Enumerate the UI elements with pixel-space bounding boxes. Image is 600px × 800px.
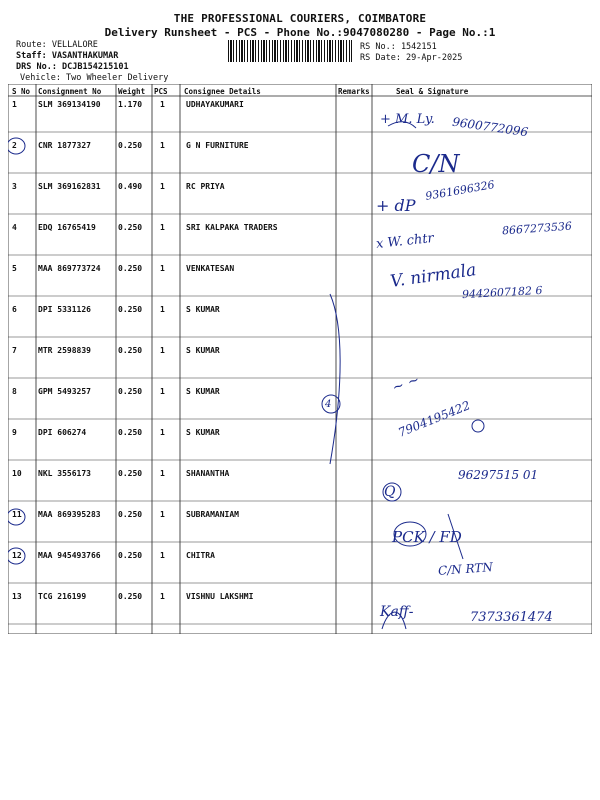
row-sno: 8 bbox=[12, 387, 17, 396]
row-consignee: G N FURNITURE bbox=[186, 141, 249, 150]
row-consignee: VISHNU LAKSHMI bbox=[186, 592, 254, 601]
col-weight: Weight bbox=[118, 87, 146, 96]
handwriting-signature: Q bbox=[384, 484, 396, 500]
row-weight: 0.250 bbox=[118, 428, 143, 437]
row-weight: 0.250 bbox=[118, 510, 143, 519]
handwriting-signature: x W. chtr bbox=[375, 231, 435, 252]
row-pcs: 1 bbox=[160, 100, 165, 109]
row-consignee: S KUMAR bbox=[186, 305, 220, 314]
row-pcs: 1 bbox=[160, 551, 165, 560]
handwriting-count: 4 bbox=[325, 399, 332, 410]
staff-label: Staff: VASANTHAKUMAR bbox=[16, 51, 119, 61]
row-consignment-no: MAA 869395283 bbox=[38, 510, 101, 519]
row-weight: 0.250 bbox=[118, 141, 143, 150]
handwriting-signature: + dP bbox=[376, 196, 416, 215]
row-consignment-no: CNR 1877327 bbox=[38, 141, 91, 150]
row-weight: 0.250 bbox=[118, 223, 143, 232]
row-weight: 0.250 bbox=[118, 551, 143, 560]
handwriting-phone: 96297515 01 bbox=[458, 468, 539, 482]
row-consignee: UDHAYAKUMARI bbox=[186, 100, 244, 109]
row-sno: 10 bbox=[12, 469, 22, 478]
row-weight: 0.250 bbox=[118, 387, 143, 396]
runsheet-subtitle: Delivery Runsheet - PCS - Phone No.:9047080280 - Page No.:1 bbox=[104, 26, 496, 39]
handwriting-phone: 7373361474 bbox=[470, 610, 553, 625]
rs-number: RS No.: 1542151 bbox=[360, 42, 437, 52]
row-consignee: S KUMAR bbox=[186, 428, 220, 437]
row-pcs: 1 bbox=[160, 223, 165, 232]
row-pcs: 1 bbox=[160, 510, 165, 519]
row-consignment-no: SLM 369134190 bbox=[38, 100, 101, 109]
row-consignee: SUBRAMANIAM bbox=[186, 510, 239, 519]
row-consignment-no: NKL 3556173 bbox=[38, 469, 91, 478]
row-sno: 6 bbox=[12, 305, 17, 314]
col-remarks: Remarks bbox=[338, 87, 370, 96]
rs-date: RS Date: 29-Apr-2025 bbox=[360, 53, 463, 63]
row-consignment-no: GPM 5493257 bbox=[38, 387, 91, 396]
handwriting-signature: ~ ~ bbox=[390, 371, 422, 397]
row-consignment-no: TCG 216199 bbox=[38, 592, 87, 601]
row-sno: 1 bbox=[12, 100, 17, 109]
handwriting-signature: + M. Ly. bbox=[380, 112, 435, 127]
row-sno: 7 bbox=[12, 346, 17, 355]
route-label: Route: VELLALORE bbox=[16, 40, 98, 50]
row-weight: 0.250 bbox=[118, 346, 143, 355]
row-pcs: 1 bbox=[160, 264, 165, 273]
row-pcs: 1 bbox=[160, 469, 165, 478]
row-pcs: 1 bbox=[160, 141, 165, 150]
row-consignment-no: MTR 2598839 bbox=[38, 346, 91, 355]
drs-label: DRS No.: DCJB154215101 bbox=[16, 62, 129, 72]
col-consignment: Consignment No bbox=[38, 87, 102, 96]
row-consignee: RC PRIYA bbox=[186, 182, 225, 191]
row-consignment-no: DPI 606274 bbox=[38, 428, 87, 437]
handwriting-signature: Kaff- bbox=[380, 604, 414, 620]
row-sno: 5 bbox=[12, 264, 17, 273]
row-pcs: 1 bbox=[160, 592, 165, 601]
handwriting-phone: 9600772096 bbox=[451, 114, 529, 140]
row-sno: 12 bbox=[12, 551, 22, 560]
row-weight: 0.250 bbox=[118, 592, 143, 601]
row-weight: 0.250 bbox=[118, 305, 143, 314]
row-consignee: VENKATESAN bbox=[186, 264, 235, 273]
handwriting-phone: 9442607182 6 bbox=[461, 283, 543, 302]
row-pcs: 1 bbox=[160, 428, 165, 437]
row-consignment-no: MAA 869773724 bbox=[38, 264, 101, 273]
row-consignee: CHITRA bbox=[186, 551, 215, 560]
col-seal-signature: Seal & Signature bbox=[396, 87, 469, 96]
row-consignment-no: SLM 369162831 bbox=[38, 182, 101, 191]
row-consignment-no: MAA 945493766 bbox=[38, 551, 101, 560]
barcode bbox=[228, 40, 352, 62]
handwriting-phone: 7904195422 bbox=[396, 398, 473, 440]
row-sno: 4 bbox=[12, 223, 17, 232]
row-weight: 1.170 bbox=[118, 100, 143, 109]
row-sno: 2 bbox=[12, 141, 17, 150]
row-consignee: S KUMAR bbox=[186, 387, 220, 396]
row-sno: 11 bbox=[12, 510, 22, 519]
row-consignee: SHANANTHA bbox=[186, 469, 230, 478]
row-sno: 13 bbox=[12, 592, 22, 601]
handwriting-phone: 8667273536 bbox=[501, 219, 573, 238]
col-pcs: PCS bbox=[154, 87, 168, 96]
row-weight: 0.490 bbox=[118, 182, 143, 191]
row-consignee: S KUMAR bbox=[186, 346, 220, 355]
col-consignee: Consignee Details bbox=[184, 87, 261, 96]
handwriting-status: C/N RTN bbox=[437, 560, 494, 578]
col-sno: S No bbox=[12, 87, 31, 96]
row-weight: 0.250 bbox=[118, 264, 143, 273]
row-sno: 9 bbox=[12, 428, 17, 437]
row-consignee: SRI KALPAKA TRADERS bbox=[186, 223, 278, 232]
row-consignment-no: EDQ 16765419 bbox=[38, 223, 96, 232]
row-sno: 3 bbox=[12, 182, 17, 191]
row-pcs: 1 bbox=[160, 305, 165, 314]
vehicle-label: Vehicle: Two Wheeler Delivery bbox=[20, 73, 169, 83]
handwriting-status: PCK / FD bbox=[392, 528, 462, 546]
handwriting-name: V. nirmala bbox=[389, 260, 478, 292]
row-weight: 0.250 bbox=[118, 469, 143, 478]
row-pcs: 1 bbox=[160, 387, 165, 396]
row-pcs: 1 bbox=[160, 346, 165, 355]
row-pcs: 1 bbox=[160, 182, 165, 191]
handwriting-phone: 9361696326 bbox=[424, 178, 496, 203]
handwriting-cn: C/N bbox=[412, 150, 460, 178]
company-title: THE PROFESSIONAL COURIERS, COIMBATORE bbox=[173, 12, 427, 25]
row-consignment-no: DPI 5331126 bbox=[38, 305, 91, 314]
